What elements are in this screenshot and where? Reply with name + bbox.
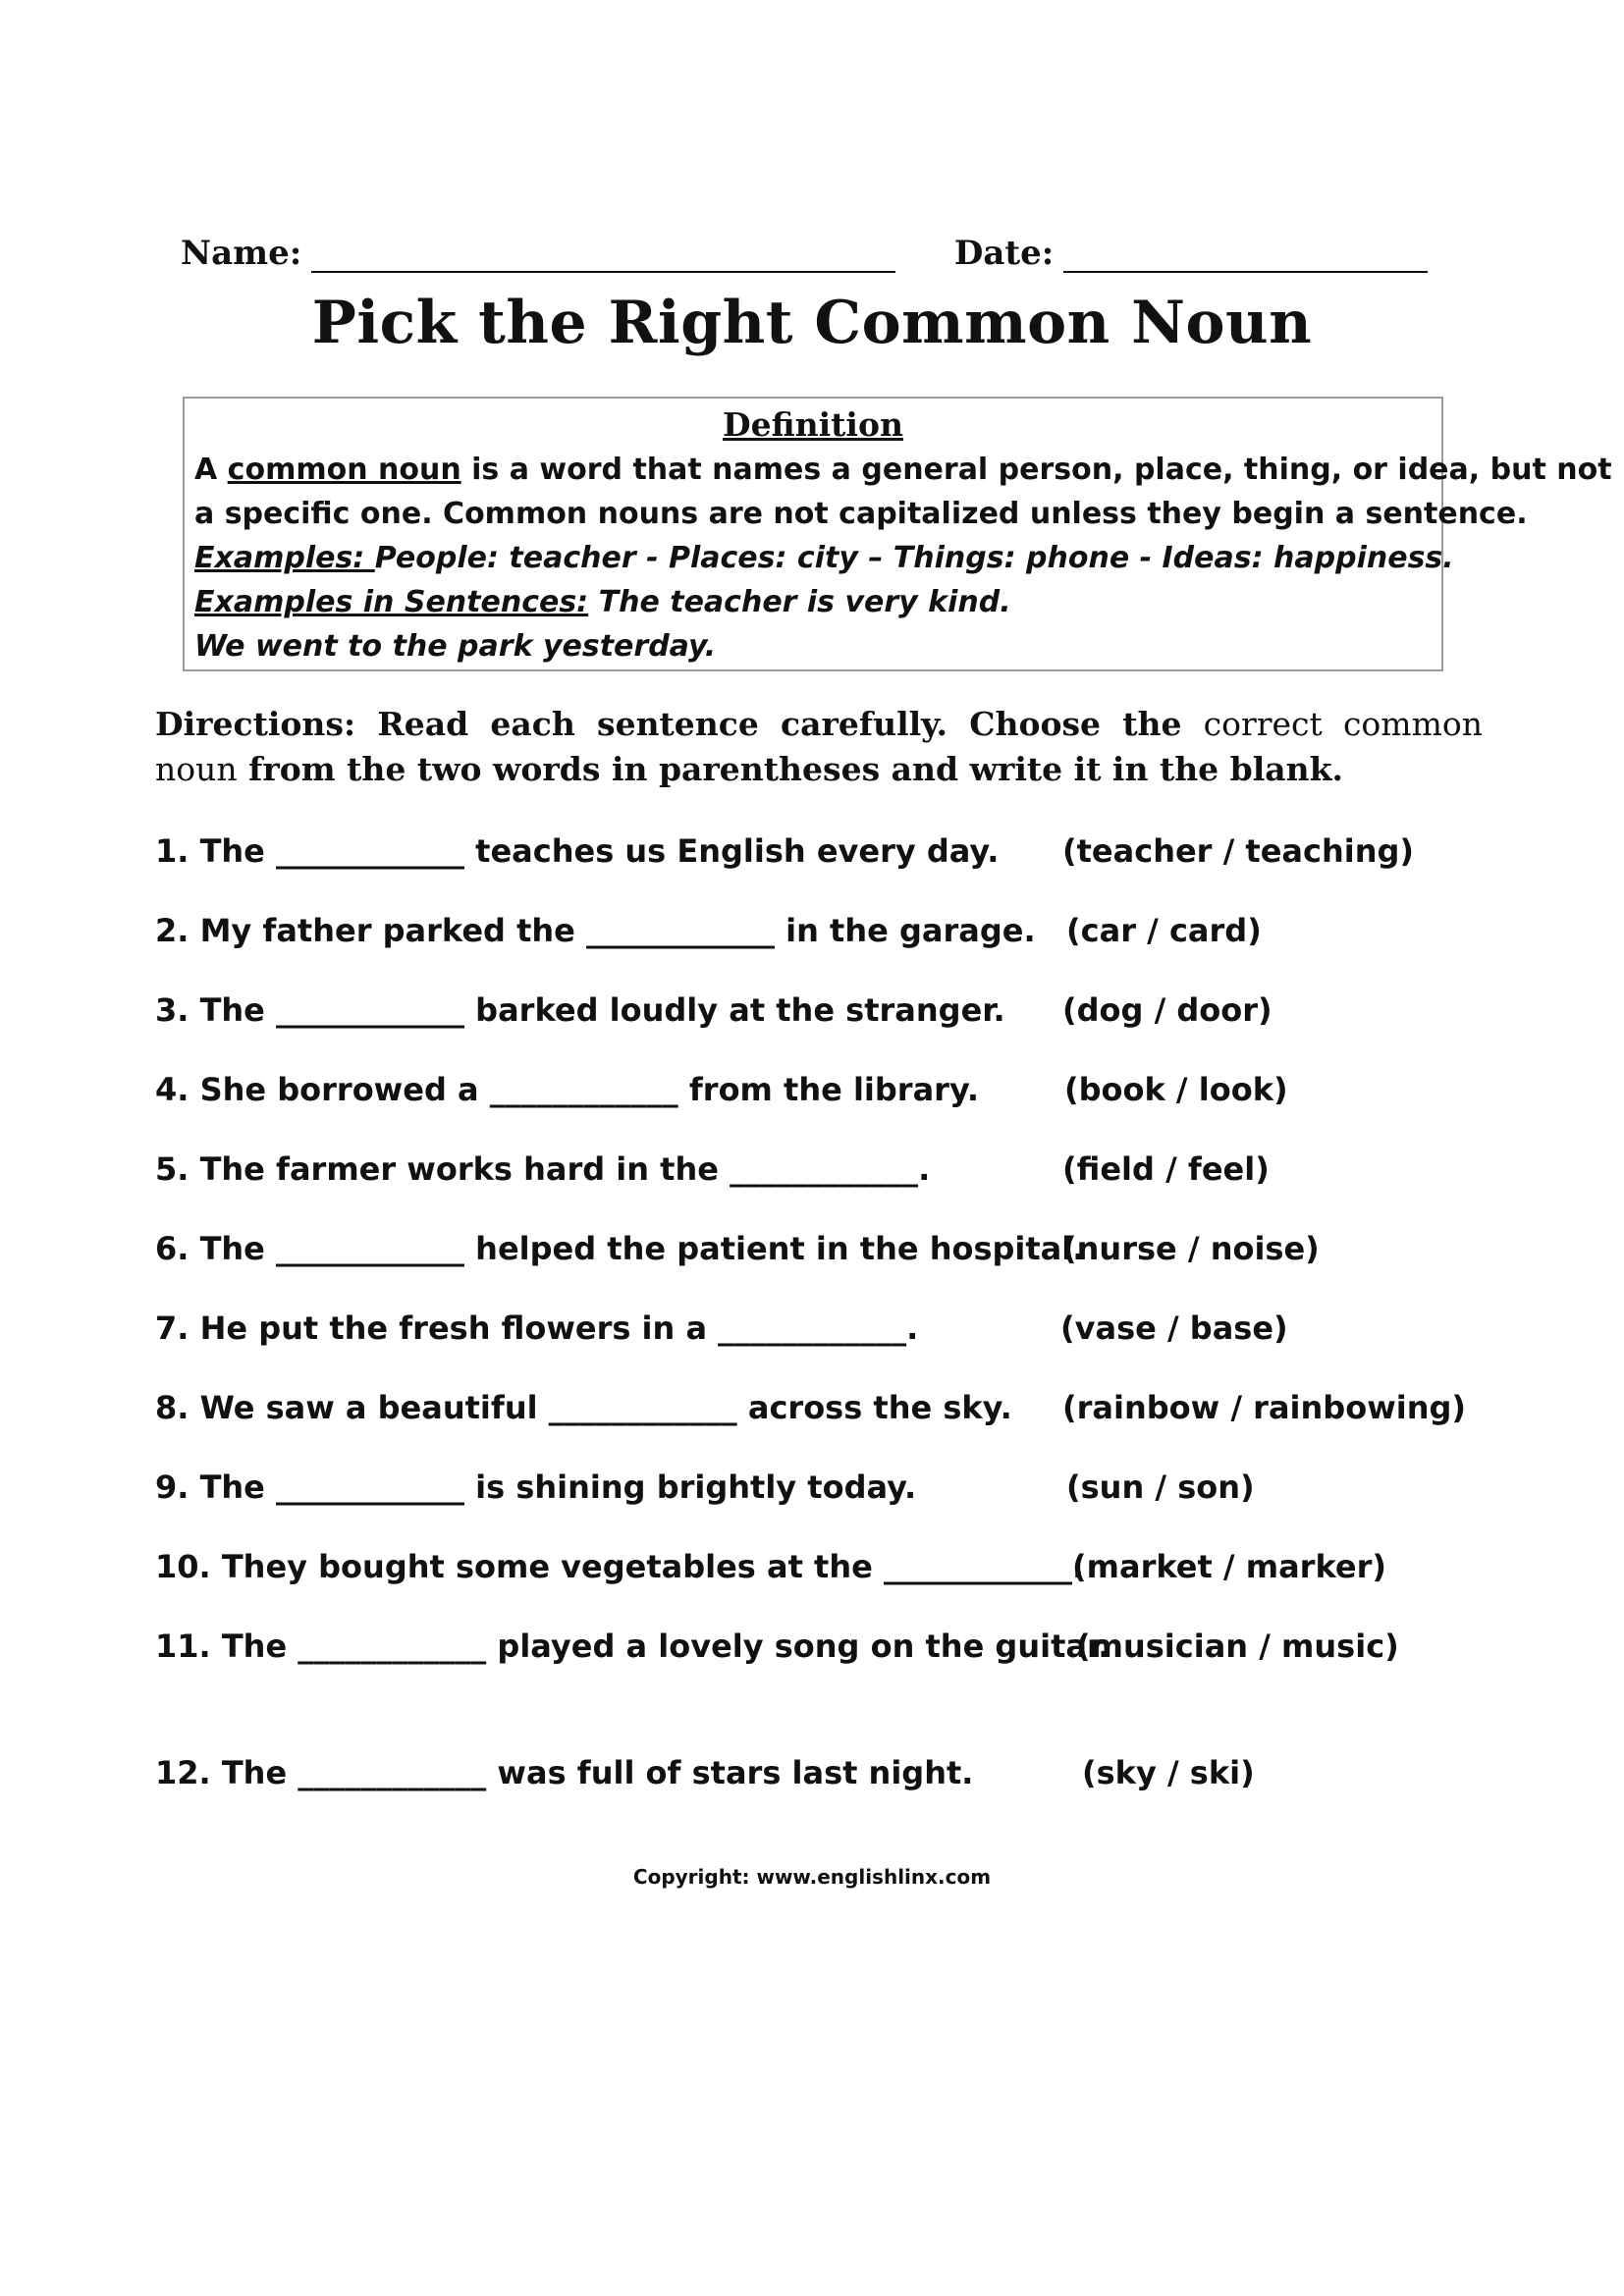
directions-part-3: from the two words in parentheses and write it in the blank. <box>237 750 1344 788</box>
example-sentence-1: The teacher is very kind. <box>588 585 1011 619</box>
question-sentence: 9. The ____________ is shining brightly today. <box>155 1468 917 1506</box>
question-sentence: 8. We saw a beautiful ____________ across the sky. <box>155 1389 1012 1426</box>
question-options: (nurse / noise) <box>1062 1230 1320 1267</box>
directions-part-1: Directions: Read each sentence carefully. Choose the <box>155 705 1204 743</box>
question-sentence: 6. The ____________ helped the patient in the hospital. <box>155 1230 1085 1267</box>
definition-line-1-pre: A <box>194 453 228 487</box>
question-sentence: 4. She borrowed a ____________ from the library. <box>155 1071 980 1108</box>
header-row <box>181 224 1428 273</box>
question-options: (sky / ski) <box>1082 1754 1255 1791</box>
question-options: (vase / base) <box>1060 1309 1288 1347</box>
definition-line-1-post: is a word that names a general person, place, thing, or idea, but not <box>460 453 1612 487</box>
page-title: Pick the Right Common Noun <box>311 289 1313 357</box>
date-label: Date: <box>953 234 1055 273</box>
question-options: (rainbow / rainbowing) <box>1062 1389 1467 1426</box>
example-sentence-2: We went to the park yesterday. <box>194 629 717 664</box>
definition-heading: Definition <box>723 405 903 444</box>
question-options: (market / marker) <box>1072 1548 1386 1585</box>
question-sentence: 11. The ____________ played a lovely song on the guitar. <box>155 1628 1110 1665</box>
question-options: (car / card) <box>1066 912 1262 949</box>
directions <box>155 702 1483 792</box>
question-options: (teacher / teaching) <box>1062 832 1415 870</box>
examples-text: People: teacher - Places: city – Things: phone - Ideas: happiness. <box>374 541 1454 575</box>
question-sentence: 12. The ____________ was full of stars last night. <box>155 1754 974 1791</box>
question-sentence: 1. The ____________ teaches us English every day. <box>155 832 1000 870</box>
definition-term: common noun <box>227 453 461 487</box>
name-label: Name: <box>181 234 302 273</box>
example-sentences-label: Examples in Sentences: <box>194 585 589 619</box>
examples-label: Examples: <box>194 541 375 575</box>
definition-examples <box>194 536 1454 580</box>
question-sentence: 3. The ____________ barked loudly at the stranger. <box>155 991 1005 1029</box>
definition-line-1 <box>194 448 1612 492</box>
copyright-footer: Copyright: www.englishlinx.com <box>632 1865 992 1889</box>
definition-example-sentences <box>194 580 1432 624</box>
definition-box <box>183 397 1612 671</box>
name-blank-line[interactable] <box>311 236 895 273</box>
question-options: (book / look) <box>1064 1071 1288 1108</box>
question-sentence: 2. My father parked the ____________ in the garage. <box>155 912 1036 949</box>
question-options: (field / feel) <box>1062 1150 1270 1188</box>
definition-line-2: a specific one. Common nouns are not capitalized unless they begin a sentence. <box>194 497 1528 531</box>
question-sentence: 10. They bought some vegetables at the ____________. <box>155 1548 1085 1585</box>
question-options: (sun / son) <box>1066 1468 1255 1506</box>
question-options: (dog / door) <box>1062 991 1272 1029</box>
directions-part-2: correct common noun <box>155 705 1483 788</box>
question-sentence: 5. The farmer works hard in the ____________. <box>155 1150 931 1188</box>
question-options: (musician / music) <box>1076 1628 1399 1665</box>
question-sentence: 7. He put the fresh flowers in a ____________. <box>155 1309 919 1347</box>
date-blank-line[interactable] <box>1063 236 1428 273</box>
